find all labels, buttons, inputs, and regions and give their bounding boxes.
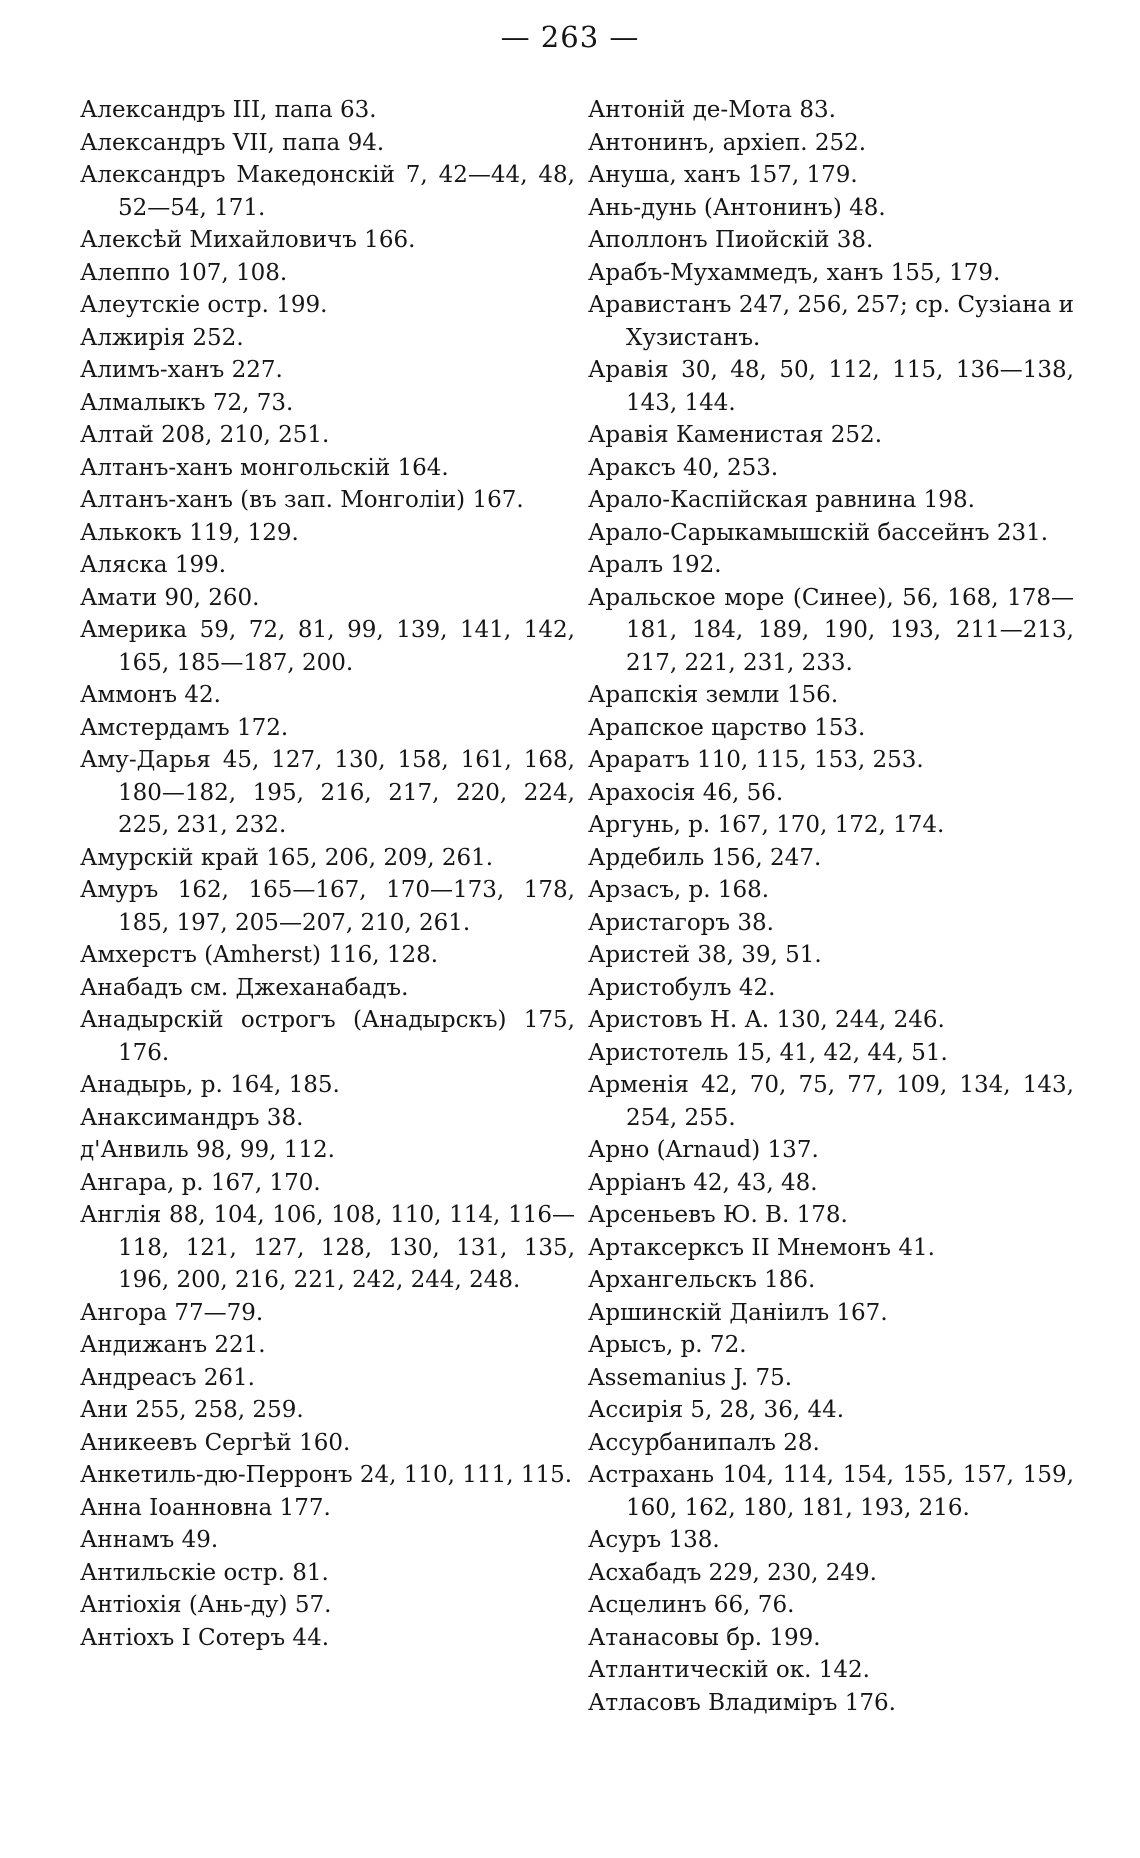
index-entry: Ангара, р. 167, 170. [80, 1169, 321, 1196]
index-entry: Алькокъ 119, 129. [80, 519, 299, 546]
index-entry: Алжирія 252. [80, 324, 244, 351]
page-number: — 263 — [500, 20, 640, 54]
index-entry: Араратъ 110, 115, 153, 253. [588, 747, 924, 773]
index-entry: Аравія Каменистая 252. [588, 422, 883, 448]
index-entry: Асхабадъ 229, 230, 249. [588, 1559, 877, 1586]
index-entry: Арысъ, р. 72. [588, 1332, 747, 1358]
index-entry: Аральское море (Синее), 56, 168, 178—181, 184, 189, 190, 193, 211—213, 217, 221, 231, 233. [588, 584, 1074, 676]
index-entry: Атлантическій ок. 142. [588, 1657, 870, 1683]
index-entry: Арабъ-Мухаммедъ, ханъ 155, 179. [588, 259, 1001, 286]
index-entry: Assemanius J. 75. [588, 1364, 793, 1391]
index-entry: Арало-Сарыкамышскій бассейнъ 231. [588, 519, 1049, 546]
index-entry: Аникеевъ Сергѣй 160. [80, 1429, 351, 1456]
index-entry: Арсеньевъ Ю. В. 178. [588, 1202, 848, 1228]
index-entry: Алимъ-ханъ 227. [80, 357, 283, 383]
index-entry: Атанасовы бр. 199. [588, 1624, 821, 1651]
index-entry: Аристей 38, 39, 51. [588, 942, 822, 968]
index-entry: Аму-Дарья 45, 127, 130, 158, 161, 168, 180—182, 195, 216, 217, 220, 224, 225, 231, 232. [80, 747, 575, 838]
index-entry: Амуръ 162, 165—167, 170—173, 178, 185, 197, 205—207, 210, 261. [80, 877, 575, 936]
index-entry: Аляска 199. [80, 552, 227, 578]
index-entry: Ассирія 5, 28, 36, 44. [588, 1397, 845, 1423]
index-entry: Асуръ 138. [588, 1527, 720, 1553]
index-entry: Алтай 208, 210, 251. [80, 422, 330, 448]
index-entry: Анкетиль-дю-Перронъ 24, 110, 111, 115. [80, 1462, 573, 1488]
index-entry: Аммонъ 42. [80, 682, 221, 708]
index-entry: Арно (Arnaud) 137. [588, 1137, 819, 1163]
index-entry: Америка 59, 72, 81, 99, 139, 141, 142, 165, 185—187, 200. [80, 617, 575, 676]
index-entry: Англія 88, 104, 106, 108, 110, 114, 116—118, 121, 127, 128, 130, 131, 135, 196, 200, 216, 221, 242, 244, 248. [80, 1202, 575, 1293]
index-entry: Аравистанъ 247, 256, 257; ср. Сузіана и Хузистанъ. [588, 292, 1074, 351]
index-entry: Аршинскій Даніилъ 167. [588, 1299, 888, 1326]
index-entry: Ангора 77—79. [80, 1299, 264, 1326]
index-entry: Ань-дунь (Антонинъ) 48. [588, 194, 886, 221]
index-entry: Анаксимандръ 38. [80, 1104, 304, 1131]
index-entry: Арменія 42, 70, 75, 77, 109, 134, 143, 254, 255. [588, 1072, 1074, 1131]
index-entry: Асцелинъ 66, 76. [588, 1592, 795, 1618]
index-entry: Аргунь, р. 167, 170, 172, 174. [588, 812, 945, 838]
index-entry: Артаксерксъ II Мнемонъ 41. [588, 1234, 935, 1261]
index-entry: Архангельскъ 186. [588, 1267, 816, 1293]
index-entry: Алексѣй Михайловичъ 166. [80, 227, 416, 253]
index-entry: Амхерстъ (Amherst) 116, 128. [80, 942, 439, 968]
index-entry: Анабадъ см. Джеханабадъ. [80, 974, 409, 1001]
index-entry: Аралъ 192. [588, 552, 722, 578]
index-entry: Аристовъ Н. А. 130, 244, 246. [588, 1007, 945, 1033]
index-entry: Алмалыкъ 72, 73. [80, 389, 294, 416]
index-entry: Арапскія земли 156. [588, 682, 839, 708]
index-entry: Аристотель 15, 41, 42, 44, 51. [588, 1039, 948, 1066]
index-entry: Араксъ 40, 253. [588, 454, 779, 481]
index-entry: Амурскій край 165, 206, 209, 261. [80, 844, 494, 871]
index-entry: Амати 90, 260. [80, 584, 260, 611]
index-entry: Астрахань 104, 114, 154, 155, 157, 159, 160, 162, 180, 181, 193, 216. [588, 1462, 1074, 1521]
index-entry: Арапское царство 153. [588, 714, 866, 741]
index-entry: Арріанъ 42, 43, 48. [588, 1169, 818, 1196]
index-entry: Ардебиль 156, 247. [588, 844, 822, 871]
index-entry: Алеппо 107, 108. [80, 259, 288, 286]
index-entry: Ассурбанипалъ 28. [588, 1429, 820, 1456]
index-entry: Арзасъ, р. 168. [588, 877, 770, 903]
index-entry: Антильскіе остр. 81. [80, 1559, 329, 1586]
index-entry: Александръ III, папа 63. [80, 97, 377, 123]
index-entry: Антонинъ, архіеп. 252. [588, 129, 867, 156]
index-entry: Анна Іоанновна 177. [80, 1494, 331, 1521]
index-entry: Амстердамъ 172. [80, 714, 289, 741]
index-entry: Александръ Македонскій 7, 42—44, 48, 52—54, 171. [80, 162, 575, 221]
index-entry: д'Анвиль 98, 99, 112. [80, 1137, 335, 1163]
index-entry: Аристагоръ 38. [588, 909, 774, 936]
index-entry: Арахосія 46, 56. [588, 779, 784, 806]
index-entry: Аполлонъ Пиойскій 38. [588, 227, 874, 253]
index-entry: Ани 255, 258, 259. [80, 1397, 304, 1423]
index-entry: Анадырь, р. 164, 185. [80, 1072, 340, 1098]
index-entry: Аннамъ 49. [80, 1527, 219, 1553]
index-entry: Арало-Каспійская равнина 198. [588, 487, 975, 513]
index-entry: Алтанъ-ханъ (въ зап. Монголіи) 167. [80, 487, 524, 513]
index-entry: Антоній де-Мота 83. [588, 97, 836, 123]
index-entry: Александръ VII, папа 94. [80, 129, 385, 156]
index-entry: Алеутскіе остр. 199. [80, 292, 328, 318]
index-entry: Анадырскій острогъ (Анадырскъ) 175, 176. [80, 1007, 575, 1066]
index-entry: Антіохъ I Сотеръ 44. [80, 1624, 330, 1651]
index-entry: Атласовъ Владиміръ 176. [588, 1689, 896, 1716]
index-entry: Андижанъ 221. [80, 1332, 266, 1358]
index-entry: Алтанъ-ханъ монгольскій 164. [80, 454, 449, 481]
index-entry: Андреасъ 261. [80, 1364, 255, 1391]
index-entry: Аравія 30, 48, 50, 112, 115, 136—138, 143, 144. [588, 357, 1074, 416]
index-column-left [80, 94, 575, 1654]
index-entry: Ануша, ханъ 157, 179. [588, 162, 858, 188]
index-entry: Аристобулъ 42. [588, 974, 776, 1001]
index-column-right [588, 94, 1074, 1719]
index-entry: Антіохія (Ань-ду) 57. [80, 1592, 332, 1618]
